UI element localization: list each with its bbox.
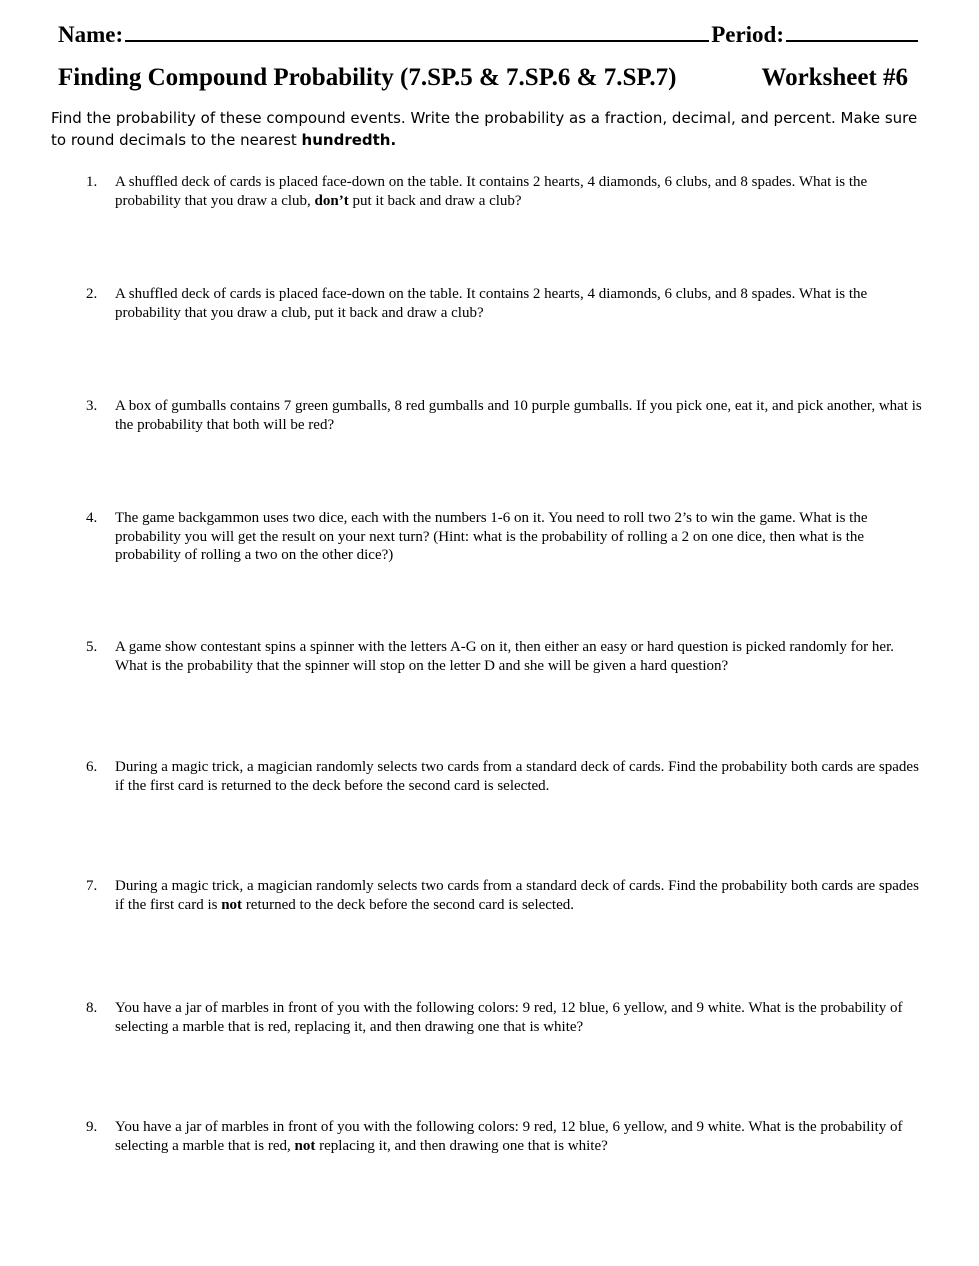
question-1	[86, 173, 924, 210]
period-label: Period:	[711, 22, 784, 47]
instructions	[51, 107, 926, 151]
question-number: 3.	[86, 398, 98, 414]
question-3	[86, 397, 924, 434]
question-text: A box of gumballs contains 7 green gumballs, 8 red gumballs and 10 purple gumballs. If you pick one, eat it, and pick another, what is the probability that both will be red?	[115, 398, 922, 433]
question-emphasis: not	[294, 1137, 316, 1154]
question-8	[86, 999, 924, 1036]
header-line	[58, 22, 920, 48]
question-text: You have a jar of marbles in front of you with the following colors: 9 red, 12 blue, 6 yellow, and 9 white. What is the probability of selecting a marble that is red, replacing it, and then drawing one that is white?	[115, 1000, 903, 1035]
question-text: A shuffled deck of cards is placed face-down on the table. It contains 2 hearts, 4 diamonds, 6 clubs, and 8 spades. What is the probability that you draw a club, put it back and draw a club?	[115, 286, 868, 321]
question-5	[86, 638, 924, 675]
instructions-text: Find the probability of these compound events. Write the probability as a fraction, decimal, and percent. Make sure to round decimals to the nearest	[51, 109, 918, 149]
name-blank[interactable]	[125, 22, 709, 42]
question-text: During a magic trick, a magician randomly selects two cards from a standard deck of cards. Find the probability both cards are spades if the first card is returned to the deck before the second card is selected.	[115, 759, 919, 794]
question-text: You have a jar of marbles in front of you with the following colors: 9 red, 12 blue, 6 yellow, and 9 white. What is the probability of selecting a marble that is red, not replacing it, and then drawing one that is white?	[115, 1119, 903, 1154]
instructions-bold: hundredth.	[301, 131, 397, 149]
question-number: 4.	[86, 510, 98, 526]
worksheet-number: Worksheet #6	[761, 64, 908, 91]
question-number: 1.	[86, 174, 98, 190]
question-number: 8.	[86, 1000, 98, 1016]
question-number: 5.	[86, 639, 98, 655]
question-number: 9.	[86, 1119, 98, 1135]
question-text: A shuffled deck of cards is placed face-down on the table. It contains 2 hearts, 4 diamonds, 6 clubs, and 8 spades. What is the probability that you draw a club, don’t put it back and draw a club?	[115, 174, 868, 209]
question-text: During a magic trick, a magician randomly selects two cards from a standard deck of cards. Find the probability both cards are spades if the first card is not returned to the deck before the second card is selected.	[115, 878, 919, 913]
period-blank[interactable]	[786, 22, 918, 42]
question-number: 2.	[86, 286, 98, 302]
question-2	[86, 285, 924, 322]
question-9	[86, 1118, 924, 1155]
question-7	[86, 877, 924, 914]
question-6	[86, 758, 924, 795]
question-emphasis: not	[221, 896, 243, 913]
title-line	[58, 64, 908, 92]
question-emphasis: don’t	[314, 192, 349, 209]
question-number: 7.	[86, 878, 98, 894]
question-text: The game backgammon uses two dice, each with the numbers 1-6 on it. You need to roll two 2’s to win the game. What is the probability you will get the result on your next turn? (Hint: what is the probability of rolling a 2 on one dice, then what is the probability of rolling a two on the other dice?)	[115, 510, 868, 563]
question-text: A game show contestant spins a spinner with the letters A-G on it, then either an easy or hard question is picked randomly for her. What is the probability that the spinner will stop on the letter D and she will be given a hard question?	[115, 639, 894, 674]
name-label: Name:	[58, 22, 124, 47]
page-title: Finding Compound Probability (7.SP.5 & 7.SP.6 & 7.SP.7)	[58, 64, 677, 91]
question-number: 6.	[86, 759, 98, 775]
question-4	[86, 509, 924, 565]
